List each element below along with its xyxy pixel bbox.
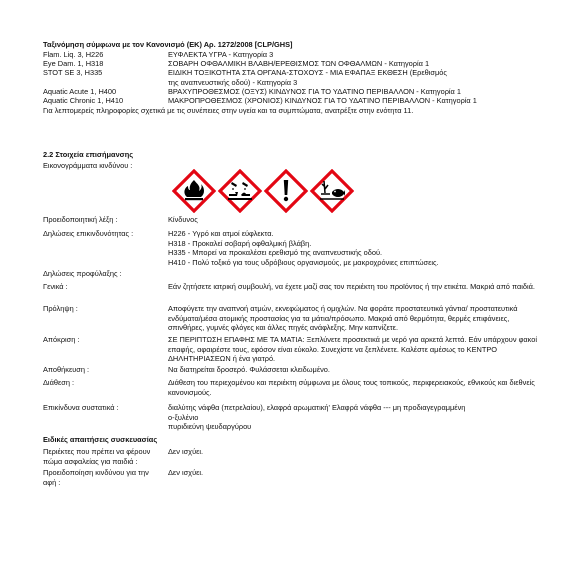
- hazard-statement: H318 - Προκαλεί σοβαρή οφθαλμική βλάβη.: [168, 238, 312, 248]
- hazard-statement: H226 - Υγρό και ατμοί εύφλεκτα.: [168, 229, 274, 238]
- precautionary-text: Εάν ζητήσετε ιατρική συμβουλή, να έχετε μαζί σας τον περιέκτη του προϊόντος ή την ετικέτα. Μακριά από παιδιά.: [168, 282, 535, 291]
- hazard-statements-list: [168, 229, 543, 267]
- components-list: [168, 403, 543, 432]
- packaging-label: Προειδοποίηση κινδύνου για την αφή :: [43, 468, 149, 487]
- precautionary-text: Αποφύγετε την αναπνοή ατμών, εκνεφώματος ή ομιχλών. Να φοράτε προστατευτικά γάντια/ προστατευτικά ενδύματα/μέσα ατομικής προστασίας για τα μάτια/πρόσωπο. Μακριά από θερμότητα, θερμές επιφάνειες, σπινθήρες, γυμνές φλόγες και άλλες πηγές ανάφλεξης. Μην καπνίζετε.: [168, 304, 518, 332]
- pictograms-label: Εικονογράμματα κινδύνου :: [43, 161, 133, 170]
- signal-word-row: [43, 215, 543, 225]
- classification-note: Για λεπτομερείς πληροφορίες σχετικά με τις συνέπειες στην υγεία και τα συμπτώματα, ανατρέξτε στην ενότητα 11.: [43, 106, 414, 115]
- classification-code: Flam. Liq. 3, H226: [43, 50, 104, 59]
- packaging-row: [43, 447, 543, 466]
- label-elements-heading: 2.2 Στοιχεία επισήμανσης: [43, 150, 134, 159]
- component: ο-ξυλένιο: [168, 412, 199, 422]
- classification-heading: Ταξινόμηση σύμφωνα με τον Κανονισμό (ΕΚ) Αρ. 1272/2008 [CLP/GHS]: [43, 40, 293, 49]
- precautionary-row: [43, 304, 543, 333]
- corrosion-icon: [218, 169, 262, 213]
- component: διαλύτης νάφθα (πετρελαίου), ελαφρά αρωματική' Ελαφρά νάφθα --- μη προδιαγεγραμμένη: [168, 403, 466, 412]
- precautionary-text: Διάθεση του περιεχομένου και περιέκτη σύμφωνα με όλους τους τοπικούς, περιφερειακούς, εθνικούς και διεθνείς κανονισμούς.: [168, 378, 535, 397]
- classification-code: Eye Dam. 1, H318: [43, 59, 104, 68]
- precautionary-category: Απόκριση :: [43, 335, 80, 344]
- packaging-text: Δεν ισχύει.: [168, 468, 204, 477]
- precautionary-text: ΣΕ ΠΕΡΙΠΤΩΣΗ ΕΠΑΦΗΣ ΜΕ ΤΑ ΜΑΤΙΑ: Ξεπλύνετε προσεκτικά με νερό για αρκετά λεπτά. Εάν υπάρχουν φακοί επαφής, αφαιρέστε τους, εφόσον είναι εύκολο. Συνεχίστε να ξεπλένετε. Καλέστε αμέσως το ΚΕΝΤΡΟ ΔΗΛΗΤΗΡΙΑΣΕΩΝ ή ένα γιατρό.: [168, 335, 537, 363]
- classification-text: ΜΑΚΡΟΠΡΟΘΕΣΜΟΣ (ΧΡΟΝΙΟΣ) ΚΙΝΔΥΝΟΣ ΓΙΑ ΤΟ ΥΔΑΤΙΝΟ ΠΕΡΙΒΑΛΛΟΝ - Κατηγορία 1: [168, 96, 477, 105]
- precautionary-row: [43, 378, 543, 397]
- components-row: [43, 403, 543, 432]
- classification-row: [43, 96, 543, 106]
- precautionary-row: [43, 365, 543, 375]
- environment-icon: [310, 169, 354, 213]
- precautionary-category: Διάθεση :: [43, 378, 75, 387]
- hazard-statements-label: Δηλώσεις επικινδυνότητας :: [43, 229, 134, 238]
- component: πυριδιεύνη ψευδαργύρου: [168, 422, 252, 431]
- classification-code: STOT SE 3, H335: [43, 68, 103, 77]
- precautionary-category: Πρόληψη :: [43, 304, 78, 313]
- classification-text: ΣΟΒΑΡΗ ΟΦΘΑΛΜΙΚΗ ΒΛΑΒΗ/ΕΡΕΘΙΣΜΟΣ ΤΩΝ ΟΦΘΑΛΜΩΝ - Κατηγορία 1: [168, 59, 430, 68]
- classification-code: Aquatic Chronic 1, H410: [43, 96, 124, 105]
- packaging-text: Δεν ισχύει.: [168, 447, 204, 456]
- packaging-heading: Ειδικές απαιτήσεις συσκευασίας: [43, 435, 158, 444]
- signal-word: Κίνδυνος: [168, 215, 198, 224]
- signal-word-label: Προειδοποιητική λέξη :: [43, 215, 118, 224]
- precautionary-label: Δηλώσεις προφύλαξης :: [43, 269, 122, 278]
- classification-text: ΒΡΑΧΥΠΡΟΘΕΣΜΟΣ (ΟΞΥΣ) ΚΙΝΔΥΝΟΣ ΓΙΑ ΤΟ ΥΔΑΤΙΝΟ ΠΕΡΙΒΑΛΛΟΝ - Κατηγορία 1: [168, 87, 461, 96]
- ghs-pictograms: [172, 169, 354, 213]
- precautionary-row: [43, 335, 543, 364]
- hazard-statement: H335 - Μπορεί να προκαλέσει ερεθισμό της αναπνευστικής οδού.: [168, 248, 383, 257]
- classification-text: ΕΥΦΛΕΚΤΑ ΥΓΡΑ - Κατηγορία 3: [168, 50, 274, 59]
- classification-code: Aquatic Acute 1, H400: [43, 87, 117, 96]
- flame-icon: [172, 169, 216, 213]
- precautionary-category: Αποθήκευση :: [43, 365, 90, 374]
- hazard-statement: H410 - Πολύ τοξικό για τους υδρόβιους οργανισμούς, με μακροχρόνιες επιπτώσεις.: [168, 257, 439, 267]
- hazard-statements-row: [43, 229, 543, 267]
- precautionary-text: Να διατηρείται δροσερό. Φυλάσσεται κλειδωμένο.: [168, 365, 330, 374]
- precautionary-row: [43, 282, 543, 292]
- components-label: Επικίνδυνα συστατικά :: [43, 403, 119, 412]
- packaging-label: Περιέκτες που πρέπει να φέρουν πώμα ασφαλείας για παιδιά :: [43, 447, 151, 466]
- exclamation-icon: [264, 169, 308, 213]
- precautionary-category: Γενικά :: [43, 282, 68, 291]
- packaging-row: [43, 468, 543, 487]
- classification-row: [43, 68, 543, 87]
- classification-text: ΕΙΔΙΚΗ ΤΟΞΙΚΟΤΗΤΑ ΣΤΑ ΟΡΓΑΝΑ-ΣΤΟΧΟΥΣ - ΜΙΑ ΕΦΑΠΑΞ ΕΚΘΕΣΗ (Ερεθισμός της αναπνευστικής οδού) - Κατηγορία 3: [168, 68, 447, 87]
